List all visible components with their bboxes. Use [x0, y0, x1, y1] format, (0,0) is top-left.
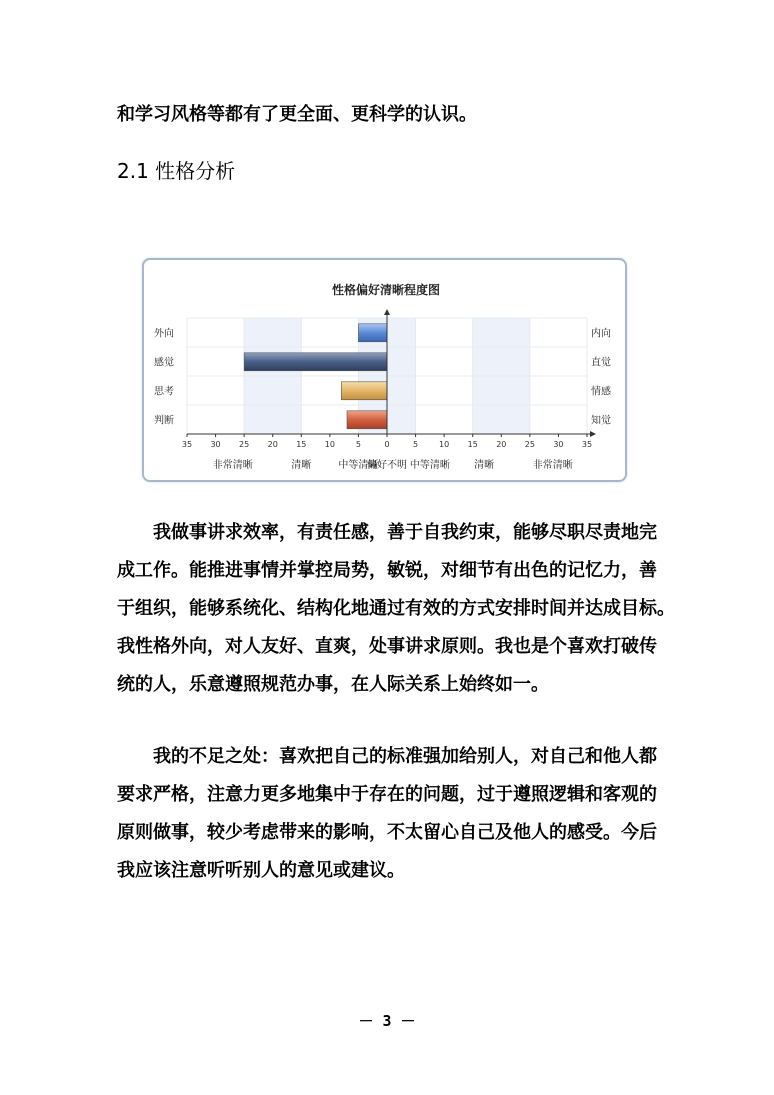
chart-left-label: 思考	[154, 386, 174, 398]
chart-bar-3	[341, 382, 387, 400]
intro-line: 和学习风格等都有了更全面、更科学的认识。	[117, 104, 477, 125]
chart-right-label: 情感	[591, 386, 611, 398]
chart-tick-label: 15	[467, 440, 478, 449]
paragraph-2-line: 要求严格，注意力更多地集中于存在的问题，过于遵照逻辑和客观的	[117, 784, 657, 805]
chart-bottom-label: 中等清晰	[409, 460, 450, 471]
chart-tick-label: 30	[553, 440, 564, 449]
chart-tick-label: 10	[324, 440, 335, 449]
paragraph-2-line: 我应该注意听听别人的意见或建议。	[117, 860, 405, 881]
paragraph-1-line: 我性格外向，对人友好、直爽，处事讲求原则。我也是个喜欢打破传	[117, 636, 657, 657]
chart-tick-label: 30	[210, 440, 221, 449]
chart-bottom-label: 偏好不明	[367, 460, 407, 471]
paragraph-1-line: 于组织，能够系统化、结构化地通过有效的方式安排时间并达成目标。	[117, 598, 675, 619]
chart-right-label: 直觉	[591, 357, 611, 369]
chart-svg	[144, 260, 629, 484]
chart-bottom-label: 清晰	[291, 460, 312, 471]
chart-tick-label: 15	[296, 440, 307, 449]
chart-bottom-label: 清晰	[474, 460, 495, 471]
chart-tick-label: 5	[355, 440, 361, 449]
paragraph-2-line: 我的不足之处：喜欢把自己的标准强加给别人，对自己和他人都	[153, 746, 657, 767]
chart-right-label: 知觉	[591, 415, 611, 427]
chart-bar-4	[347, 411, 387, 429]
chart-x-arrow	[590, 431, 596, 437]
section-heading: 2.1 性格分析	[117, 159, 236, 183]
chart-left-label: 外向	[154, 328, 174, 340]
chart-title: 性格偏好清晰程度图	[331, 283, 441, 297]
preference-chart	[142, 258, 627, 482]
chart-tick-label: 35	[181, 440, 193, 449]
paragraph-2-line: 原则做事，较少考虑带来的影响，不太留心自己及他人的感受。今后	[117, 822, 657, 843]
chart-tick-label: 20	[267, 440, 278, 449]
chart-tick-label: 20	[496, 440, 507, 449]
chart-tick-label: 5	[413, 440, 419, 449]
chart-bottom-label: 非常清晰	[532, 460, 573, 471]
chart-tick-label: 10	[439, 440, 450, 449]
chart-tick-label: 0	[384, 440, 390, 449]
chart-bar-1	[358, 324, 387, 342]
chart-left-label: 判断	[154, 415, 174, 427]
chart-bar-2	[244, 353, 387, 371]
chart-tick-label: 35	[581, 440, 593, 449]
paragraph-1-line: 我做事讲求效率，有责任感，善于自我约束，能够尽职尽责地完	[153, 522, 657, 543]
chart-y-arrow	[384, 309, 390, 315]
chart-bottom-label: 非常清晰	[212, 460, 253, 471]
chart-tick-label: 25	[524, 440, 535, 449]
paragraph-1-line: 成工作。能推进事情并掌控局势，敏锐，对细节有出色的记忆力，善	[117, 560, 657, 581]
chart-right-label: 内向	[591, 328, 611, 340]
page-number: － 3 －	[358, 1012, 416, 1030]
paragraph-1-line: 统的人，乐意遵照规范办事，在人际关系上始终如一。	[117, 674, 549, 695]
chart-tick-label: 25	[239, 440, 250, 449]
chart-left-label: 感觉	[154, 357, 174, 369]
chart-bottom-label: 中等清晰	[338, 460, 379, 471]
